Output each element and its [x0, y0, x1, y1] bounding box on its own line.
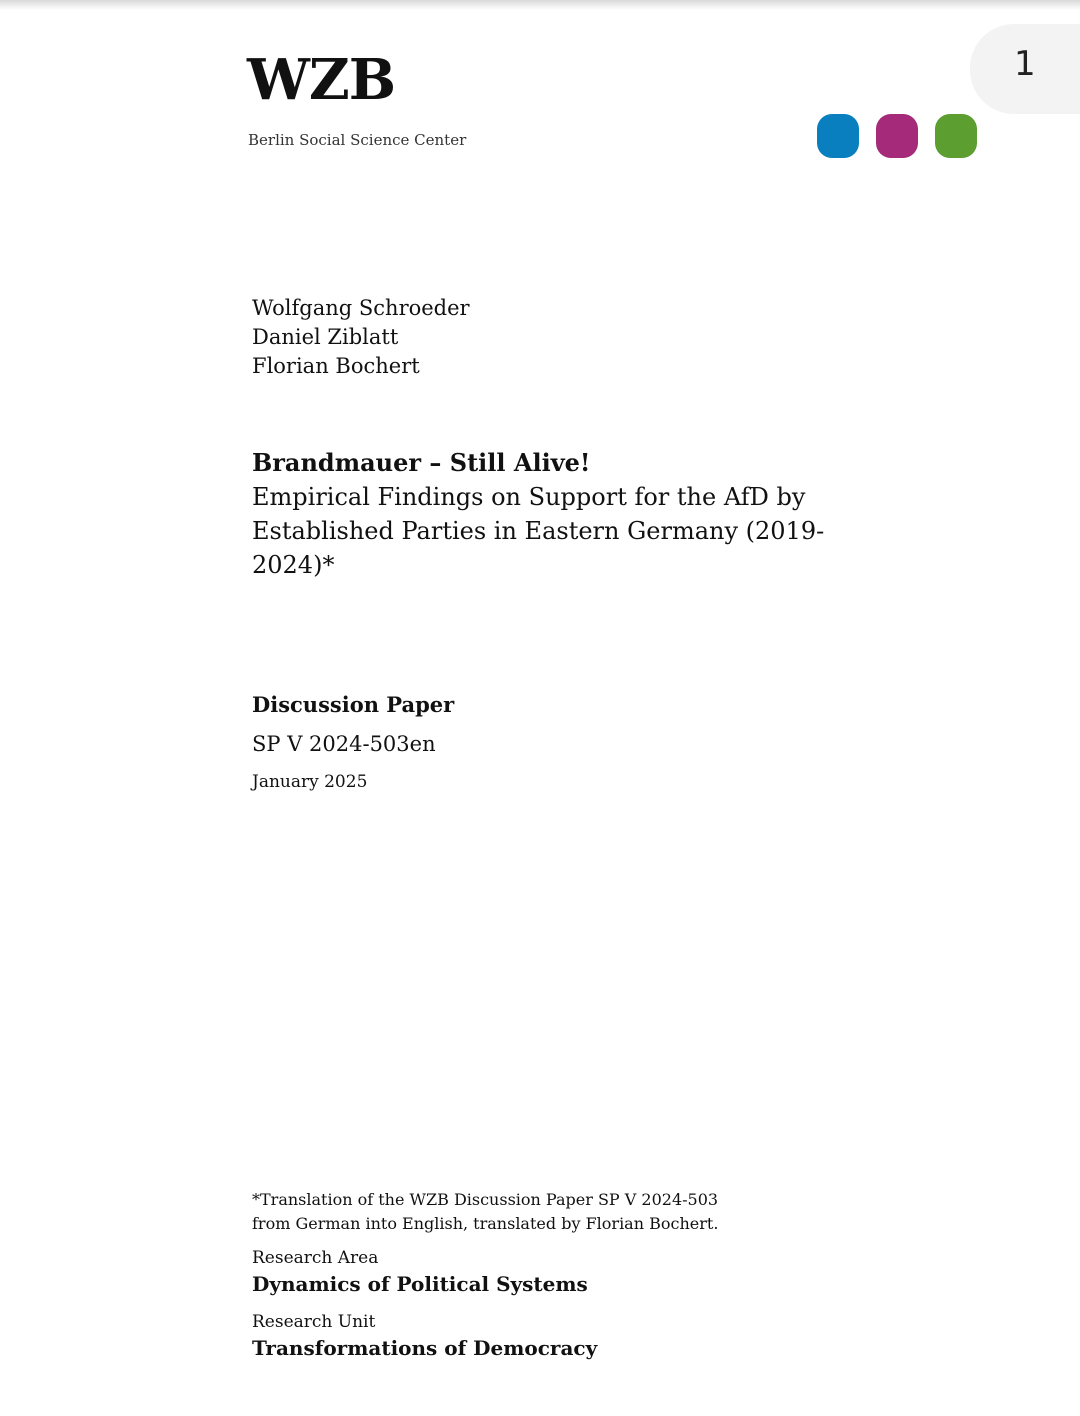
top-shadow — [0, 0, 1080, 10]
paper-number: SP V 2024-503en — [252, 732, 436, 756]
green-dot-icon — [935, 114, 977, 158]
research-area-value: Dynamics of Political Systems — [252, 1272, 588, 1296]
footnote-line: *Translation of the WZB Discussion Paper SP V 2024-503 — [252, 1190, 719, 1209]
author-name: Daniel Ziblatt — [252, 325, 399, 349]
paper-type: Discussion Paper — [252, 692, 455, 717]
footnote-line: from German into English, translated by Florian Bochert. — [252, 1214, 719, 1233]
magenta-dot-icon — [876, 114, 918, 158]
wzb-logo: WZB — [247, 47, 396, 113]
research-unit-value: Transformations of Democracy — [252, 1336, 598, 1360]
title-block — [252, 446, 832, 582]
paper-subtitle: Empirical Findings on Support for the AfD by Established Parties in Eastern Germany (2019-2024)* — [252, 483, 825, 579]
translation-footnote — [252, 1188, 718, 1236]
logo-subtitle: Berlin Social Science Center — [248, 131, 467, 149]
research-area-label: Research Area — [252, 1248, 379, 1268]
page-number-badge — [970, 24, 1080, 114]
author-list — [252, 294, 470, 381]
paper-date: January 2025 — [252, 772, 368, 792]
author-name: Wolfgang Schroeder — [252, 296, 470, 320]
logo-dots — [817, 114, 977, 158]
author-name: Florian Bochert — [252, 354, 420, 378]
blue-dot-icon — [817, 114, 859, 158]
research-unit-label: Research Unit — [252, 1312, 376, 1332]
page-number: 1 — [1014, 44, 1036, 84]
paper-title: Brandmauer – Still Alive! — [252, 448, 591, 477]
